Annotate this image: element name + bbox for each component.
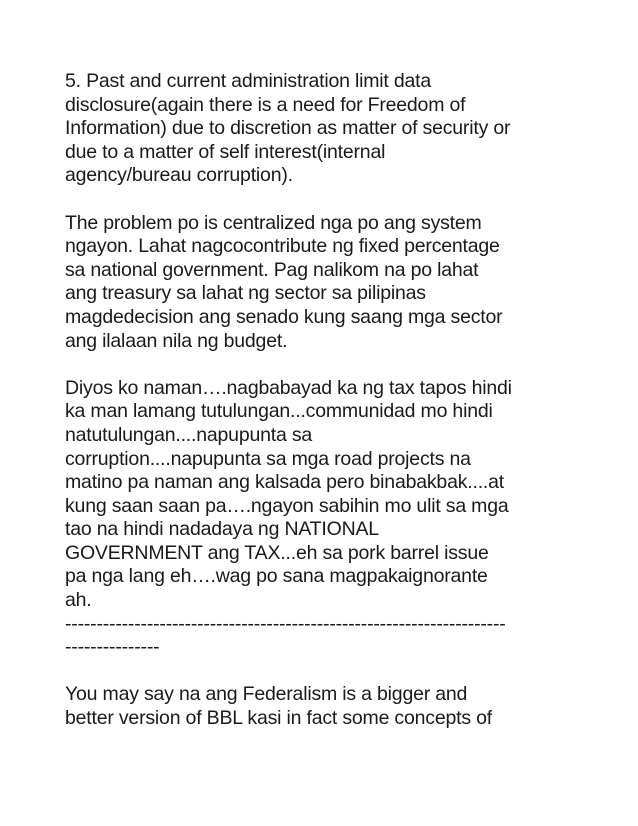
paragraph-federalism (65, 683, 570, 730)
text-line: corruption....napupunta sa mga road projects na (65, 447, 471, 470)
text-line: natutulungan....napupunta sa (65, 423, 313, 446)
text-line: due to a matter of self interest(internal (65, 140, 386, 163)
text-line: pa nga lang eh….wag po sana magpakaignorante (65, 565, 488, 588)
text-line: matino pa naman ang kalsada pero binabakbak....at (65, 471, 505, 494)
document-body (65, 70, 570, 731)
text-line: magdedecision ang senado kung saang mga sector (65, 305, 503, 328)
dashed-divider (65, 613, 570, 660)
text-line: ang ilalaan nila ng budget. (65, 329, 288, 352)
text-line: sa national government. Pag nalikom na po lahat (65, 258, 479, 281)
text-line: You may say na ang Federalism is a bigger and (65, 683, 468, 706)
paragraph-spacer (65, 660, 570, 684)
paragraph-spacer (65, 188, 570, 212)
text-line: better version of BBL kasi in fact some concepts of (65, 707, 492, 730)
divider-line: --------------- (65, 636, 160, 659)
text-line: The problem po is centralized nga po ang system (65, 211, 482, 234)
text-line: Information) due to discretion as matter of security or (65, 117, 511, 140)
paragraph-spacer (65, 353, 570, 377)
text-line: 5. Past and current administration limit data (65, 70, 432, 92)
text-line: ang treasury sa lahat ng sector sa pilipinas (65, 282, 426, 305)
text-line: kung saan saan pa….ngayon sabihin mo ulit sa mga (65, 494, 509, 517)
paragraph-administration-disclosure (65, 70, 570, 188)
text-line: agency/bureau corruption). (65, 164, 293, 187)
text-line: GOVERNMENT ang TAX...eh sa pork barrel issue (65, 541, 489, 564)
text-line: ka man lamang tutulungan...communidad mo hindi (65, 400, 493, 423)
paragraph-centralized-system (65, 212, 570, 354)
paragraph-tax-complaint (65, 377, 570, 613)
text-line: ngayon. Lahat nagcocontribute ng fixed percentage (65, 235, 500, 258)
text-line: tao na hindi nadadaya ng NATIONAL (65, 518, 379, 541)
text-line: Diyos ko naman….nagbabayad ka ng tax tapos hindi (65, 376, 512, 399)
text-line: ah. (65, 589, 92, 612)
divider-line: ---------------------------------------------------------------------- (65, 612, 506, 635)
text-line: disclosure(again there is a need for Freedom of (65, 93, 466, 116)
